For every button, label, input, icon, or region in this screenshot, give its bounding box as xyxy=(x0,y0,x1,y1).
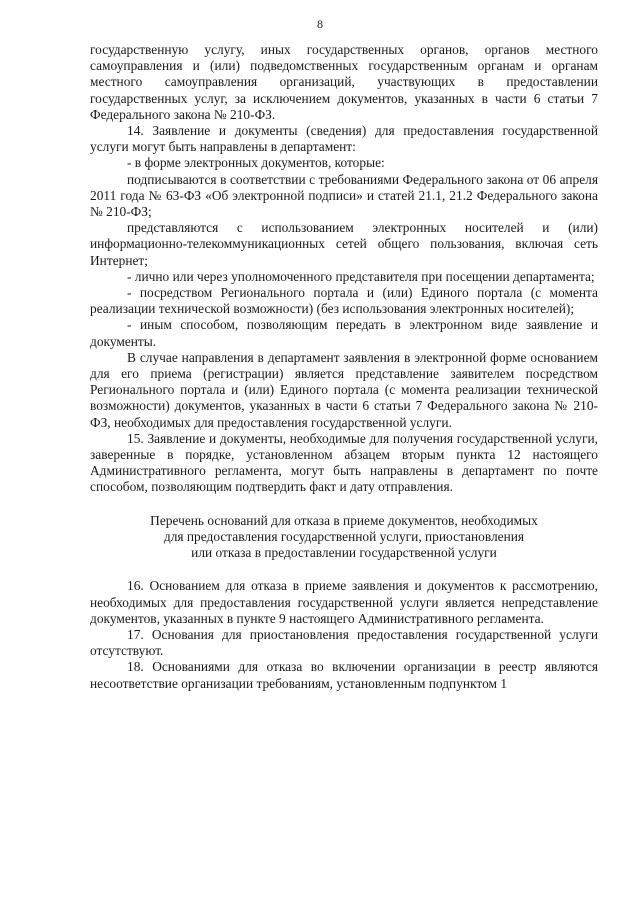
spacer xyxy=(90,561,598,578)
section-heading-line-1: Перечень оснований для отказа в приеме документов, необходимых xyxy=(150,512,538,528)
list-item-portal: - посредством Регионального портала и (или) Единого портала (с момента реализации технической возможности) (без использования электронных носителей); xyxy=(90,285,598,317)
paragraph-electronic-form: В случае направления в департамент заявления в электронной форме основанием для его приема (регистрации) является представление заявителем посредством Регионального портала и (или) Единого портала (с момента реализации технической возможности) документов, указанных в части 6 статьи 7 Федерального закона № 210-ФЗ, необходимых для предоставления государственной услуги. xyxy=(90,349,598,430)
paragraph-14: 14. Заявление и документы (сведения) для предоставления государственной услуги могут быть направлены в департамент: xyxy=(90,123,598,155)
paragraph-15: 15. Заявление и документы, необходимые для получения государственной услуги, заверенные в порядке, установленном абзацем вторым пункта 12 настоящего Административного регламента, могут быть направлены в департамент по почте способом, позволяющим подтвердить факт и дату отправления. xyxy=(90,430,598,495)
paragraph-continuation: государственную услугу, иных государственных органов, органов местного самоуправления и (или) подведомственных государственным органам и органам местного самоуправления организаций, участвующих в предоставлении государственных услуг, за исключением документов, указанных в части 6 статьи 7 Федерального закона № 210-ФЗ. xyxy=(90,42,598,122)
paragraph-18: 18. Основаниями для отказа во включении организации в реестр являются несоответствие организации требованиям, установленным подпунктом 1 xyxy=(90,659,598,691)
paragraph-media: представляются с использованием электронных носителей и (или) информационно-телекоммуникационных сетей общего пользования, включая сеть Интернет; xyxy=(90,220,598,268)
document-body xyxy=(90,42,598,692)
paragraph-17: 17. Основания для приостановления предоставления государственной услуги отсутствуют. xyxy=(90,626,598,659)
list-item-other: - иным способом, позволяющим передать в электронном виде заявление и документы. xyxy=(90,317,598,349)
list-item-electronic: - в форме электронных документов, которые: xyxy=(127,155,385,171)
section-heading-line-2: для предоставления государственной услуги, приостановления xyxy=(163,528,525,544)
section-heading-line-3: или отказа в предоставлении государственной услуги xyxy=(191,545,497,561)
paragraph-signed: подписываются в соответствии с требованиями Федерального закона от 06 апреля 2011 года № 63-ФЗ «Об электронной подписи» и статей 21.1, 21.2 Федерального закона № 210-ФЗ; xyxy=(90,171,598,220)
list-item-personal: - лично или через уполномоченного представителя при посещении департамента; xyxy=(127,268,595,284)
paragraph-16: 16. Основанием для отказа в приеме заявления и документов к рассмотрению, необходимых для предоставления государственной услуги является непредставление документов, указанных в пункте 9 настоящего Административного регламента. xyxy=(90,578,598,626)
spacer xyxy=(90,496,598,513)
page-number: 8 xyxy=(317,17,323,31)
